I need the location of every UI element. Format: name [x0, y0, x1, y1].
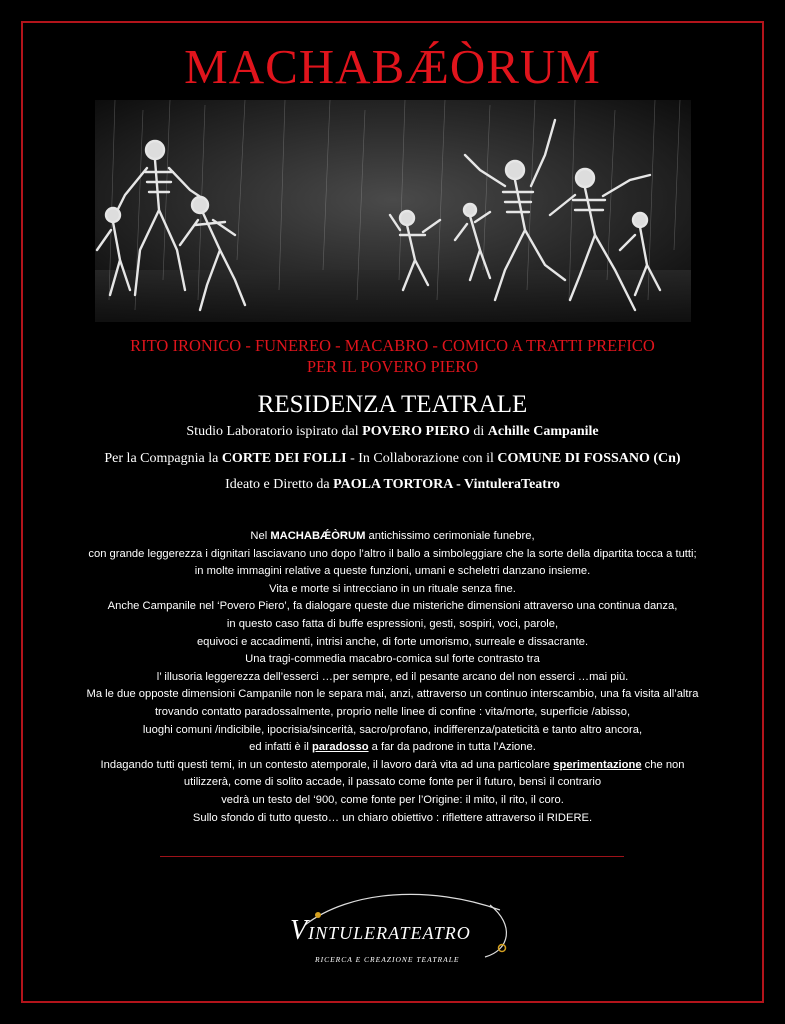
sperimentazione-word: sperimentazione — [553, 758, 642, 771]
poster-title: MACHABǼÒRUM — [184, 39, 601, 94]
body-line-17: Sullo sfondo di tutto questo… un chiaro obiettivo : riflettere attraverso il RIDERE. — [192, 811, 593, 824]
divider-rule — [160, 856, 624, 857]
info-line-director — [0, 477, 785, 491]
skeleton-dance-photo — [95, 100, 691, 322]
logo-wordmark — [290, 915, 471, 947]
company-name: CORTE DEI FOLLI — [221, 451, 347, 466]
body-line-4: Vita e morte si intrecciano in un rituale senza fine. — [269, 582, 516, 595]
info2-text: Per la Compagnia la — [104, 451, 222, 466]
body-l13-pre: ed infatti è il — [249, 741, 312, 754]
director-name: PAOLA TORTORA - VintuleraTeatro — [333, 477, 560, 491]
body-line-16: vedrà un testo del ‘900, come fonte per l’Origine: il mito, il rito, il coro. — [221, 793, 564, 806]
body-line-1 — [0, 528, 785, 546]
body-line-11: trovando contatto paradossalmente, proprio nelle linee di confine : vita/morte, superficie /abisso, — [154, 705, 631, 718]
body-l14-post: che non — [641, 758, 685, 771]
body-line-9: l’ illusoria leggerezza dell’esserci …per sempre, ed il pesante arcano del non esserci …mai più. — [156, 670, 629, 683]
body-l13-post: a far da padrone in tutta l’Azione. — [368, 741, 536, 754]
body-l14-pre: Indagando tutti questi temi, in un contesto atemporale, il lavoro darà vita ad una particolare — [100, 758, 554, 771]
subtitle-line-1: RITO IRONICO - FUNEREO - MACABRO - COMICO A TRATTI PREFICO — [130, 336, 655, 355]
body-line-15: utilizzerà, come di solito accade, il passato come fonte per il futuro, bensì il contrario — [183, 776, 602, 789]
body-line-8: Una tragi-commedia macabro-comica sul forte contrasto tra — [245, 653, 540, 666]
body-line-10: Ma le due opposte dimensioni Campanile non le separa mai, anzi, attraverso un continuo interscambio, una fa visita all’altra — [86, 688, 699, 701]
body-line-12: luoghi comuni /indicibile, ipocrisia/sincerità, sacro/profano, indifferenza/pateticità e tanto altro ancora, — [142, 723, 643, 736]
body-line-6: in questo caso fatta di buffe espressioni, gesti, sospiri, voci, parole, — [226, 617, 559, 630]
info1-mid: di — [469, 424, 488, 439]
residenza-heading: RESIDENZA TEATRALE — [257, 391, 528, 418]
info1-text: Studio Laboratorio ispirato dal — [186, 424, 363, 439]
logo-teatro: TEATRO — [399, 923, 471, 943]
logo-intulera: INTULERA — [308, 923, 400, 943]
skeleton-image — [95, 100, 691, 322]
body-line-2: con grande leggerezza i dignitari lasciavano uno dopo l’altro il ballo a simboleggiare che la sorte della dipartita tocca a tutti; — [88, 547, 697, 560]
body-l1-pre: Nel — [250, 530, 271, 542]
povero-piero: POVERO PIERO — [362, 424, 470, 439]
info2-mid: - In Collaborazione con il — [346, 451, 498, 466]
comune-name: COMUNE DI FOSSANO (Cn) — [497, 451, 681, 466]
subtitle-line-2: PER IL POVERO PIERO — [306, 357, 479, 376]
logo-v: V — [290, 915, 309, 946]
paradosso-word: paradosso — [311, 741, 369, 754]
body-l1-post: antichissimo cerimoniale funebre, — [365, 530, 535, 542]
author-name: Achille Campanile — [487, 424, 599, 439]
info3-text: Ideato e Diretto da — [225, 477, 334, 491]
body-line-5: Anche Campanile nel ‘Povero Piero’, fa dialogare queste due misteriche dimensioni attraverso una continua danza, — [107, 600, 678, 613]
body-line-7: equivoci e accadimenti, intrisi anche, di forte umorismo, surreale e dissacrante. — [196, 635, 589, 648]
body-l1-title: MACHABǼÒRUM — [270, 530, 366, 542]
body-line-14 — [0, 757, 785, 775]
body-line-3: in molte immagini relative a queste funzioni, umani e scheletri danzano insieme. — [194, 565, 591, 578]
info-line-compagnia — [0, 451, 785, 467]
body-line-13 — [0, 739, 785, 757]
description-text — [0, 528, 785, 827]
logo-tagline: RICERCA E CREAZIONE TEATRALE — [315, 955, 460, 964]
vintulera-logo — [290, 885, 520, 985]
info-line-studio — [0, 424, 785, 440]
